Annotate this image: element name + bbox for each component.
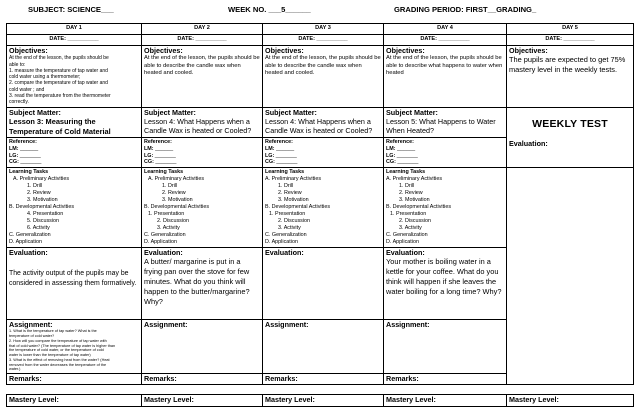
reference-day-2: Reference: LM: ______ LG: _______ CG: _______ — [142, 138, 263, 168]
day-row — [7, 24, 634, 35]
evaluation-day-1: Evaluation: The activity output of the pupils may be considered in assessing them formatively. — [7, 248, 142, 320]
page-header — [0, 3, 638, 21]
learning-tasks-row — [7, 168, 634, 248]
remarks-row-2 — [7, 385, 634, 395]
objectives-day-1: Objectives: At the end of the lesson, the pupils should be able to: 1. measure the temperature of tap water and cold water using a thermometer; 2. compare the temperature of tap water and cold water ; and 3. read the temperature from the thermometer correctly. — [7, 46, 142, 108]
lesson-plan-table — [6, 23, 634, 407]
objectives-row — [7, 46, 634, 108]
date-row — [7, 35, 634, 46]
day-5-header: DAY 5 — [507, 24, 634, 35]
reference-day-4: Reference: LM: ______ LG: _______ CG: _______ — [384, 138, 507, 168]
date-cell-1: DATE: __________ — [7, 35, 142, 46]
evaluation-day-4: Evaluation: Your mother is boiling water in a kettle for your coffee. What do you think will happen if she leaves the water boiling for a long time? Why? — [384, 248, 507, 320]
day-1-header: DAY 1 — [7, 24, 142, 35]
subject-matter-day-1: Subject Matter: Lesson 3: Measuring the Temperature of Cold Material — [7, 108, 142, 138]
date-cell-2: DATE: __________ — [142, 35, 263, 46]
learning-tasks-day-1: Learning Tasks A. Preliminary Activities 1. Drill 2. Review 3. Motivation B. Developmental Activities 4. Presentation 5. Discussion 6. Activity C. Generalization D. Application — [7, 168, 142, 248]
assignment-day-4: Assignment: — [384, 320, 507, 374]
evaluation-day-2: Evaluation: A butter/ margarine is put in a frying pan over the stove for few minutes. What do you think will happen to the butter/margarine? Why? — [142, 248, 263, 320]
evaluation-day-5-label: Evaluation: — [509, 138, 548, 148]
learning-tasks-day-2: Learning Tasks A. Preliminary Activities 1. Drill 2. Review 3. Motivation B. Developmental Activities 1. Presentation 2. Discussion 3. Activity C. Generalization D. Application — [142, 168, 263, 248]
learning-tasks-day-4: Learning Tasks A. Preliminary Activities 1. Drill 2. Review 3. Motivation B. Developmental Activities 1. Presentation 2. Discussion 3. Activity C. Generalization D. Application — [384, 168, 507, 248]
subject-matter-day-2: Subject Matter: Lesson 4: What Happens when a Candle Wax is heated or Cooled? — [142, 108, 263, 138]
date-cell-5: DATE: __________ — [507, 35, 634, 46]
day-4-header: DAY 4 — [384, 24, 507, 35]
day-3-header: DAY 3 — [263, 24, 384, 35]
remarks-day-2: Remarks: — [142, 374, 263, 385]
day-5-empty-block — [507, 168, 634, 385]
subject-matter-day-5 — [507, 108, 634, 168]
mastery-day-1: Mastery Level: — [7, 395, 142, 406]
date-cell-4: DATE: __________ — [384, 35, 507, 46]
week-label: WEEK NO. ___5______ — [228, 5, 311, 14]
assignment-day-3: Assignment: — [263, 320, 384, 374]
subject-matter-row — [7, 108, 634, 138]
evaluation-day-3: Evaluation: — [263, 248, 384, 320]
remarks-day-3: Remarks: — [263, 374, 384, 385]
assignment-day-1: Assignment: 1. What is the temperature of tap water? What is the temperature of cold water? 2. How will you compare the temperature of tap water with that of cold water? (The temperature of tap water is higher than the temperature of cold water, or the temperature of cold water is lower than the temperature of tap water) 3. What is the effect of removing heat from the water? (Heat removed from the water decreases the temperature of the water.) — [7, 320, 142, 374]
mastery-day-5: Mastery Level: — [507, 395, 634, 406]
date-cell-3: DATE: __________ — [263, 35, 384, 46]
subject-matter-day-4: Subject Matter: Lesson 5: What Happens to Water When Heated? — [384, 108, 507, 138]
objectives-day-5: Objectives: The pupils are expected to get 75% mastery level in the weekly tests. — [507, 46, 634, 108]
weekly-test-label: WEEKLY TEST — [532, 118, 608, 130]
subject-matter-day-3: Subject Matter: Lesson 4: What Happens when a Candle Wax is heated or Cooled? — [263, 108, 384, 138]
remarks-day-4: Remarks: — [384, 374, 507, 385]
objectives-day-4: Objectives: At the end of the lesson, the pupils should be able to describe what happens to water when heated — [384, 46, 507, 108]
reference-day-1: Reference: LM: ______ LG: _______ CG: _______ — [7, 138, 142, 168]
mastery-day-2: Mastery Level: — [142, 395, 263, 406]
subject-label: SUBJECT: SCIENCE___ — [28, 5, 114, 14]
remarks-day-1: Remarks: — [7, 374, 142, 385]
assignment-day-2: Assignment: — [142, 320, 263, 374]
mastery-row — [7, 395, 634, 406]
mastery-day-4: Mastery Level: — [384, 395, 507, 406]
reference-day-3: Reference: LM: ______ LG: _______ CG: _______ — [263, 138, 384, 168]
grading-period-label: GRADING PERIOD: FIRST__GRADING_ — [394, 5, 537, 14]
objectives-day-3: Objectives: At the end of the lesson, the pupils should be able to describe the candle wax when heated and cooled. — [263, 46, 384, 108]
day-2-header: DAY 2 — [142, 24, 263, 35]
objectives-day-2: Objectives: At the end of the lesson, the pupils should be able to describe the candle wax when heated and cooled. — [142, 46, 263, 108]
learning-tasks-day-3: Learning Tasks A. Preliminary Activities 1. Drill 2. Review 3. Motivation B. Developmental Activities 1. Presentation 2. Discussion 3. Activity C. Generalization D. Application — [263, 168, 384, 248]
mastery-day-3: Mastery Level: — [263, 395, 384, 406]
